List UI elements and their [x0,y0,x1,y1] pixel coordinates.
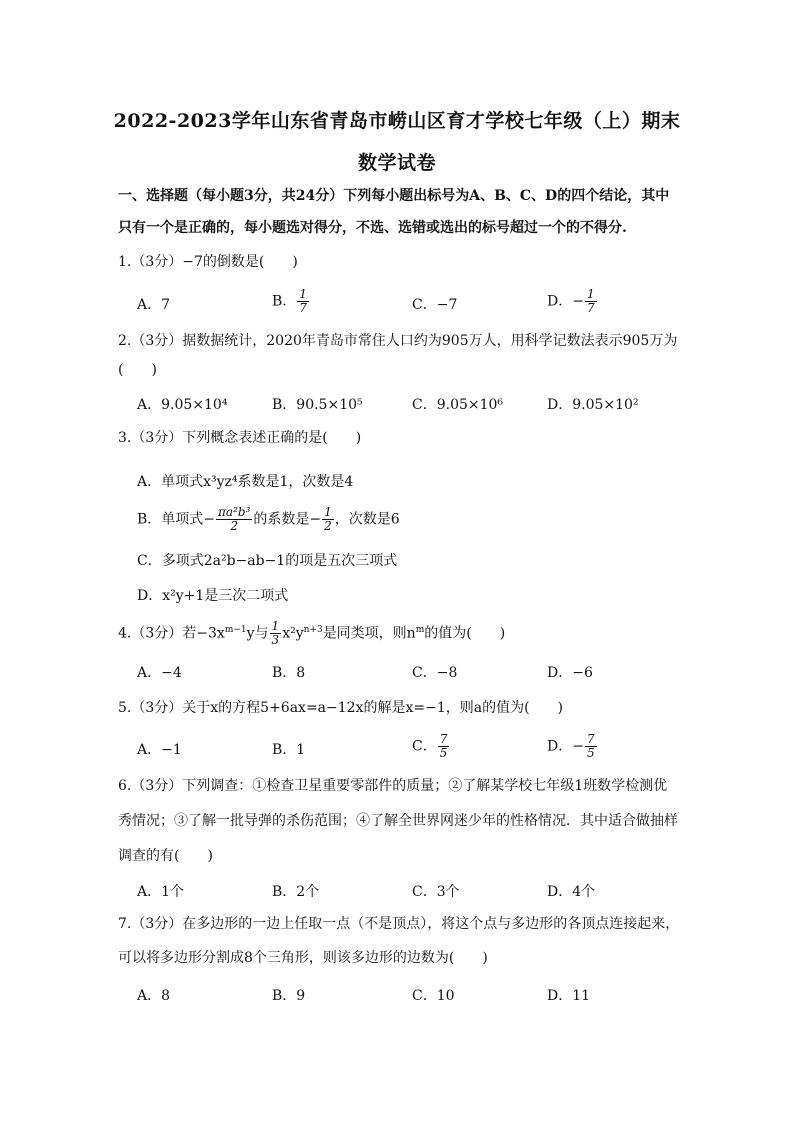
question-7-stem-line2: 可以将多边形分割成8个三角形，则该多边形的边数为( ) [118,950,488,966]
q1-option-b: B． $\frac{1}{7}$ [272,287,307,315]
q2-option-c: C．9.05×10⁶ [412,397,504,413]
q4-option-b: B．8 [272,665,306,681]
q1-option-a: A．7 [137,297,171,313]
q1-option-c: C．−7 [412,297,458,313]
q5-option-c: C． $\frac{7}{5}$ [412,732,448,760]
q5-option-b: B．1 [272,742,306,758]
q3-option-b: B．单项式− $\frac{\text{πa²b³}}{2}$ 的系数是− $\frac{1}{2}$ ，次数是6 [137,505,400,533]
q5-option-d: D．− $\frac{7}{5}$ [547,732,595,760]
exam-title-line1: 2022-2023学年山东省青岛市崂山区育才学校七年级（上）期末 [113,110,681,132]
q3-option-a: A．单项式x³yz⁴系数是1，次数是4 [137,474,354,490]
q1-option-d: D．− $\frac{1}{7}$ [547,287,595,315]
question-3-stem: 3.（3分）下列概念表述正确的是( ) [118,430,362,446]
question-6-stem-line2: 秀情况；③了解一批导弹的杀伤范围；④了解全世界网迷少年的性格情况．其中适合做抽样 [118,813,678,829]
question-4-stem: 4.（3分）若$-3x^{m-1}y$与 $\frac{1}{3}$ $x^2y^{n+3}$是同类项，则$n^m$的值为( ) [118,619,506,648]
question-2-stem-line1: 2.（3分）据数据统计，2020年青岛市常住人口约为905万人，用科学记数法表示905万为 [118,333,678,349]
exam-title-line2: 数学试卷 [357,152,436,174]
question-6-stem-line3: 调查的有( ) [118,848,213,864]
section-instructions-line1: 一、选择题（每小题3分，共24分）下列每小题出标号为A、B、C、D的四个结论，其中 [118,188,670,204]
question-6-stem-line1: 6.（3分）下列调查：①检查卫星重要零部件的质量；②了解某学校七年级1班数学检测优 [118,778,668,794]
question-1-stem: 1.（3分）−7的倒数是( ) [118,254,298,270]
q7-option-c: C．10 [412,988,455,1004]
section-instructions-line2: 只有一个是正确的，每小题选对得分，不选、选错或选出的标号超过一个的不得分. [118,220,627,236]
q4-option-c: C．−8 [412,665,458,681]
question-2-stem-line2: ( ) [118,362,157,378]
q7-option-d: D．11 [547,988,591,1004]
q3-option-d: D．x²y+1是三次二项式 [137,588,289,604]
q4-option-a: A．−4 [137,665,182,681]
q6-option-a: A．1个 [137,884,185,900]
q5-option-a: A．−1 [137,742,182,758]
q2-option-a: A．9.05×10⁴ [137,397,228,413]
q3-option-c: C．多项式2a²b−ab−1的项是五次三项式 [137,553,398,569]
q4-option-d: D．−6 [547,665,593,681]
question-7-stem-line1: 7.（3分）在多边形的一边上任取一点（不是顶点），将这个点与多边形的各顶点连接起来， [118,916,680,932]
q6-option-b: B．2个 [272,884,320,900]
q6-option-d: D．4个 [547,884,596,900]
q7-option-a: A．8 [137,988,171,1004]
q7-option-b: B．9 [272,988,306,1004]
q6-option-c: C．3个 [412,884,460,900]
q2-option-d: D．9.05×10² [547,397,639,413]
q2-option-b: B．90.5×10⁵ [272,397,363,413]
question-5-stem: 5.（3分）关于x的方程5+6ax=a−12x的解是x=−1，则a的值为( ) [118,700,563,716]
